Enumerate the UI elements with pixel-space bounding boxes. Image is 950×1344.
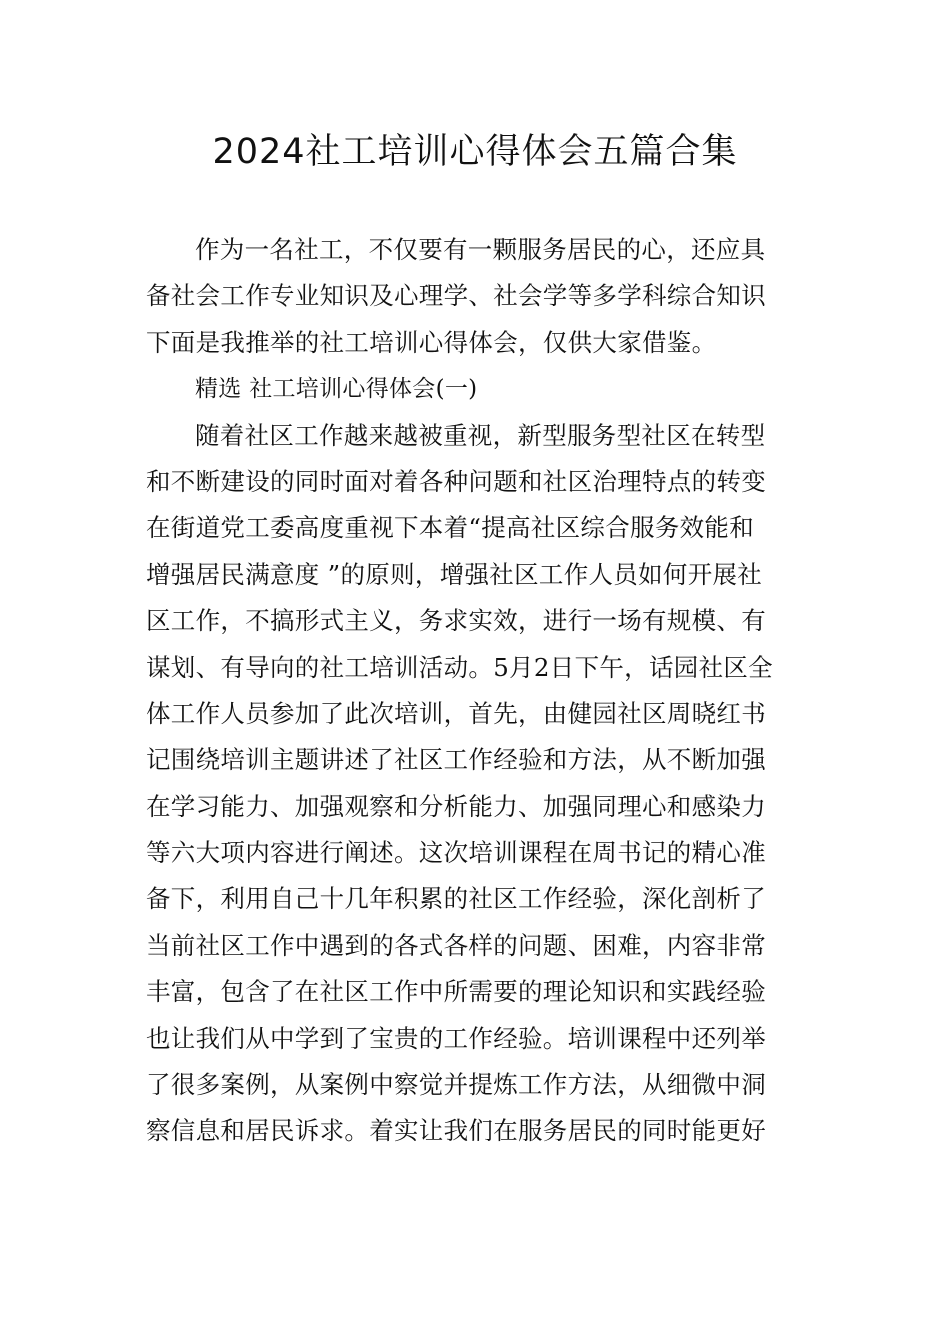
text-line: 谋划、有导向的社工培训活动。5月2日下午，话园社区全 [146,652,773,682]
text-line: 在街道党工委高度重视下本着“提高社区综合服务效能和 [146,513,755,543]
text-line: 备社会工作专业知识及心理学、社会学等多学科综合知识 [146,281,766,311]
text-line: 和不断建设的同时面对着各种问题和社区治理特点的转变 [146,466,766,496]
text-line: 当前社区工作中遇到的各式各样的问题、困难，内容非常 [146,930,766,960]
text-line: 备下，利用自己十几年积累的社区工作经验，深化剖析了 [146,884,766,914]
text-line: 察信息和居民诉求。着实让我们在服务居民的同时能更好 [146,1116,766,1146]
text-line: 体工作人员参加了此次培训，首先，由健园社区周晓红书 [146,698,766,728]
text-line: 随着社区工作越来越被重视，新型服务型社区在转型 [195,420,766,450]
text-line: 记围绕培训主题讲述了社区工作经验和方法，从不断加强 [146,745,766,775]
text-line: 了很多案例，从案例中察觉并提炼工作方法，从细微中洞 [146,1070,766,1100]
document-body [146,227,808,1155]
section-heading: 精选 社工培训心得体会(一) [195,376,478,403]
text-line: 增强居民满意度 ”的原则，增强社区工作人员如何开展社 [146,559,763,589]
text-line: 区工作，不搞形式主义，务求实效，进行一场有规模、有 [146,606,766,636]
text-line: 下面是我推举的社工培训心得体会，仅供大家借鉴。 [146,327,717,357]
text-line: 等六大项内容进行阐述。这次培训课程在周书记的精心准 [146,838,766,868]
text-line: 作为一名社工，不仅要有一颗服务居民的心，还应具 [195,235,766,264]
page-title: 2024社工培训心得体会五篇合集 [212,132,738,172]
text-line: 也让我们从中学到了宝贵的工作经验。培训课程中还列举 [146,1023,766,1053]
text-line: 丰富，包含了在社区工作中所需要的理论知识和实践经验 [146,977,766,1007]
text-line: 在学习能力、加强观察和分析能力、加强同理心和感染力 [146,791,766,821]
